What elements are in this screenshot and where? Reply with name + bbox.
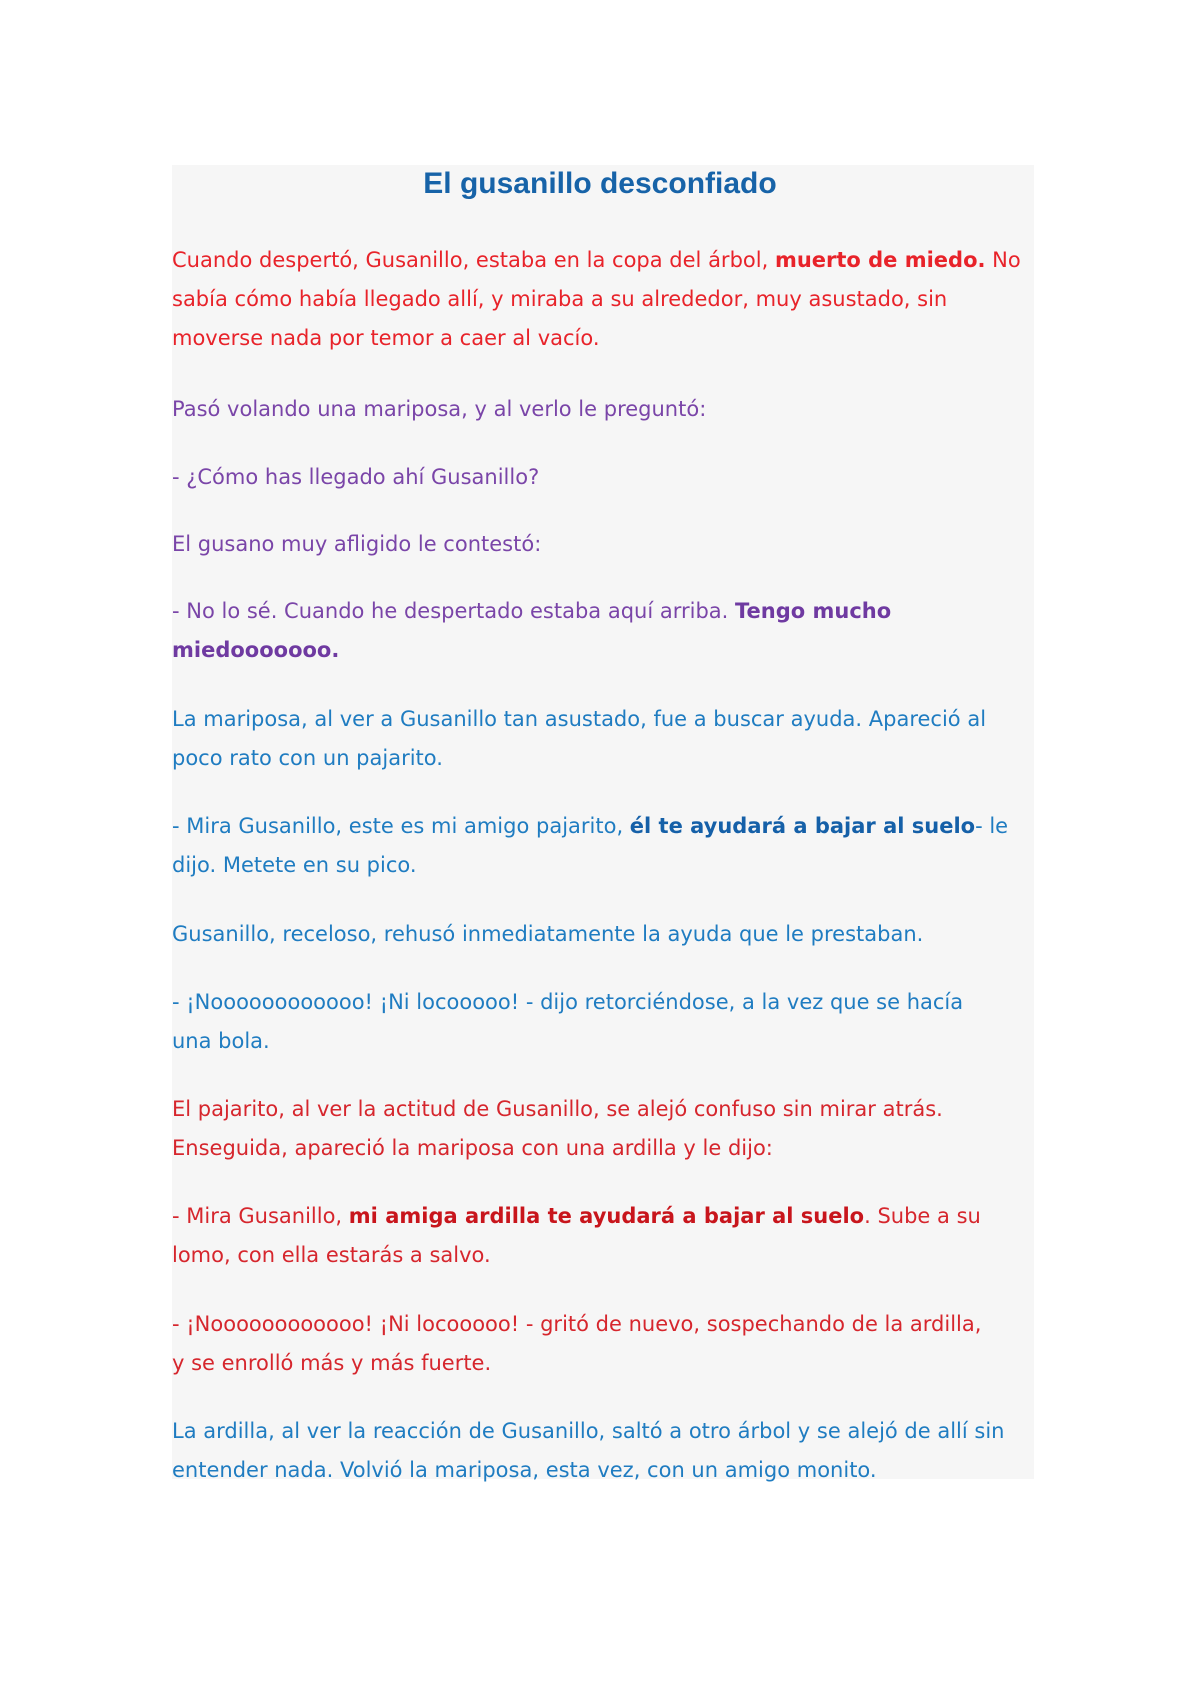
paragraph-text: poco rato con un pajarito. — [172, 746, 443, 770]
paragraph-text: moverse nada por temor a caer al vacío. — [172, 326, 600, 350]
paragraph-10 — [172, 1090, 1052, 1168]
paragraph-6 — [172, 700, 1052, 778]
paragraph-1 — [172, 241, 1052, 358]
bold-phrase: miedooooooo. — [172, 638, 340, 662]
paragraph-text: La mariposa, al ver a Gusanillo tan asustado, fue a buscar ayuda. Apareció al — [172, 707, 987, 731]
paragraph-2 — [172, 390, 1052, 429]
paragraph-text: - No lo sé. Cuando he despertado estaba aquí arriba. — [172, 599, 736, 623]
paragraph-text: Enseguida, apareció la mariposa con una ardilla y le dijo: — [172, 1136, 773, 1160]
story-title: El gusanillo desconfiado — [423, 167, 777, 200]
paragraph-text: - Mira Gusanillo, este es mi amigo pajarito, — [172, 814, 630, 838]
paragraph-text: - ¡Noooooooooooo! ¡Ni locooooo! - dijo retorciéndose, a la vez que se hacía — [172, 990, 964, 1014]
paragraph-text: - ¡Noooooooooooo! ¡Ni locooooo! - gritó de nuevo, sospechando de la ardilla, — [172, 1312, 982, 1336]
bold-phrase: él te ayudará a bajar al suelo — [629, 814, 976, 838]
paragraph-3 — [172, 458, 1052, 497]
paragraph-text: El gusano muy afligido le contestó: — [172, 532, 542, 556]
paragraph-text: Cuando despertó, Gusanillo, estaba en la copa del árbol, — [172, 248, 775, 272]
paragraph-8 — [172, 915, 1052, 954]
bold-phrase: muerto de miedo. — [774, 248, 986, 272]
paragraph-text: - Mira Gusanillo, — [172, 1204, 349, 1228]
paragraph-4 — [172, 525, 1052, 564]
paragraph-text: dijo. Metete en su pico. — [172, 853, 417, 877]
paragraph-13 — [172, 1412, 1052, 1490]
paragraph-text: Pasó volando una mariposa, y al verlo le preguntó: — [172, 397, 707, 421]
paragraph-9 — [172, 983, 1052, 1061]
paragraph-text: La ardilla, al ver la reacción de Gusanillo, saltó a otro árbol y se alejó de allí sin — [172, 1419, 1005, 1443]
paragraph-text: . Sube a su — [864, 1204, 981, 1228]
paragraph-text: entender nada. Volvió la mariposa, esta vez, con un amigo monito. — [172, 1458, 877, 1482]
paragraph-text: lomo, con ella estarás a salvo. — [172, 1243, 491, 1267]
paragraph-5 — [172, 592, 1052, 670]
paragraph-text: No — [985, 248, 1021, 272]
paragraph-text: - le — [975, 814, 1009, 838]
paragraph-text: una bola. — [172, 1029, 270, 1053]
bold-phrase: mi amiga ardilla te ayudará a bajar al suelo — [348, 1204, 865, 1228]
paragraph-7 — [172, 807, 1052, 885]
paragraph-text: El pajarito, al ver la actitud de Gusanillo, se alejó confuso sin mirar atrás. — [172, 1097, 943, 1121]
paragraph-text: Gusanillo, receloso, rehusó inmediatamente la ayuda que le prestaban. — [172, 922, 924, 946]
bold-phrase: Tengo mucho — [735, 599, 892, 623]
paragraph-text: y se enrolló más y más fuerte. — [172, 1351, 492, 1375]
paragraph-11 — [172, 1197, 1052, 1275]
paragraph-text: - ¿Cómo has llegado ahí Gusanillo? — [172, 465, 540, 489]
paragraph-text: sabía cómo había llegado allí, y miraba a su alrededor, muy asustado, sin — [172, 287, 948, 311]
paragraph-12 — [172, 1305, 1052, 1383]
